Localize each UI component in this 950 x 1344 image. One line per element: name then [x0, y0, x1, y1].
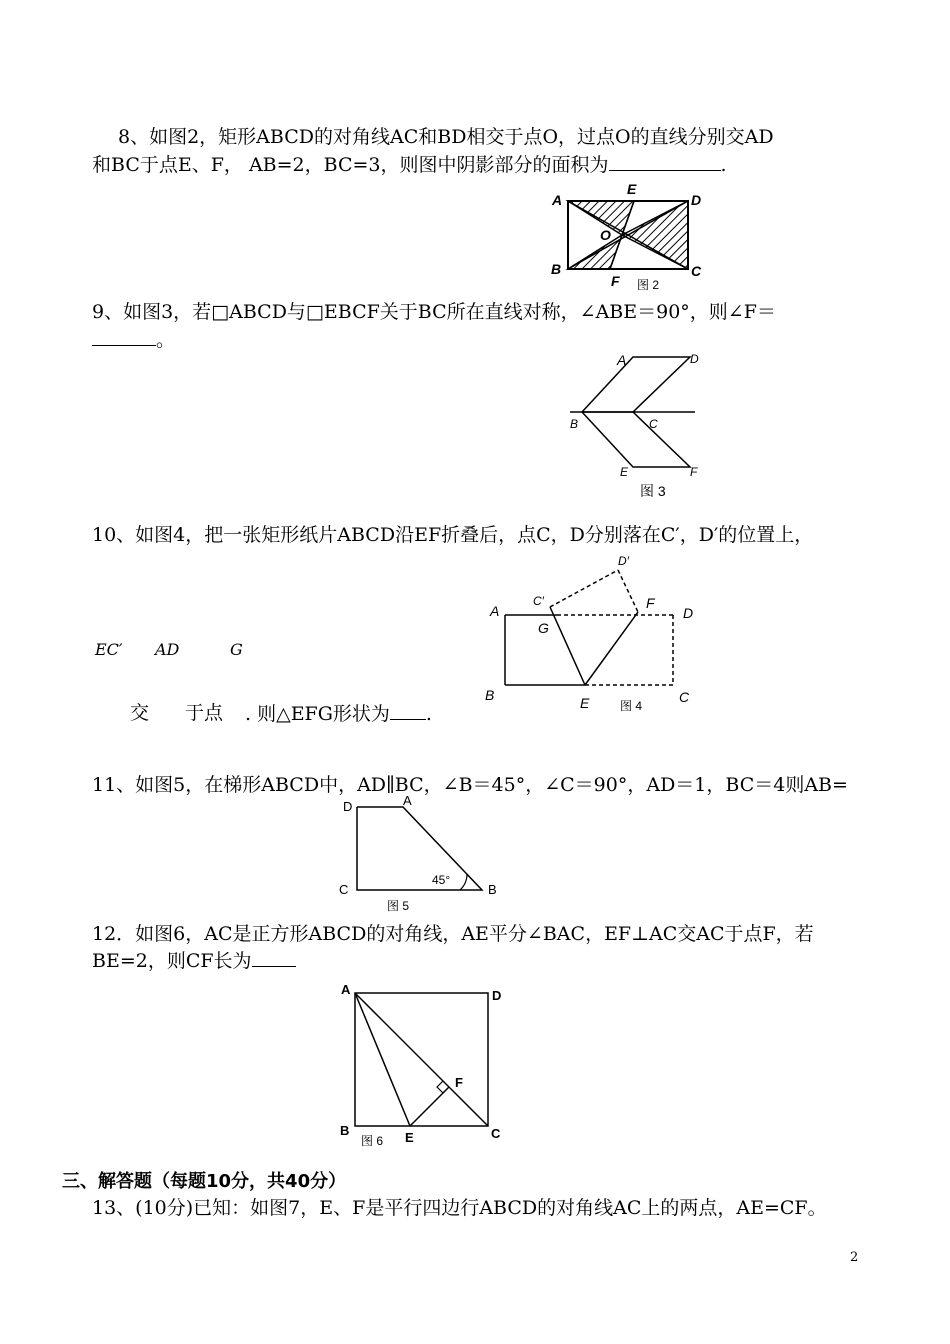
fig4-label-g: G [538, 620, 549, 636]
figure-5 [335, 795, 505, 915]
seg-ec-prime [550, 607, 585, 685]
fig2-label-b: B [551, 261, 562, 277]
q9-line1: 9、如图3，若□ABCD与□EBCF关于BC所在直线对称，∠ABE＝90°，则∠F＝ [92, 301, 776, 323]
fig3-label-c: C [649, 417, 658, 431]
fig3-label-d: D [690, 352, 699, 366]
fig2-label-c: C [691, 263, 702, 279]
q10-line3-a: 交 [130, 702, 150, 724]
trapezoid-abcd [357, 807, 482, 890]
q12-answer-blank [252, 948, 296, 967]
fig6-label-f: F [455, 1075, 463, 1090]
seg-dprime-f [618, 570, 638, 612]
q12-line1: 12．如图6，AC是正方形ABCD的对角线，AE平分∠BAC，EF⊥AC交AC于点F，若 [92, 923, 814, 945]
fig4-label-a: A [490, 603, 500, 619]
shade-doc [622, 201, 688, 269]
fig4-label-b: B [485, 687, 495, 703]
q10-answer-blank [390, 701, 426, 720]
fig2-label-o: O [600, 227, 611, 243]
q10-line3-c [245, 701, 432, 726]
right-angle-mark [437, 1081, 443, 1093]
q12-line2-text: BE=2，则CF长为 [92, 950, 252, 972]
fig3-caption: 图 3 [640, 483, 666, 499]
figure-4 [480, 550, 705, 720]
q11-line1: 11、如图5，在梯形ABCD中，AD∥BC，∠B＝45°，∠C＝90°，AD＝1，BC＝4则AB= [92, 774, 848, 796]
fig6-label-b: B [340, 1123, 350, 1138]
q13-line1: 13、(10分)已知：如图7，E、F是平行四边行ABCD的对角线AC上的两点，AE=CF。 [92, 1197, 827, 1219]
q8-line2-text: 和BC于点E、F， AB=2，BC=3，则图中阴影部分的面积为 [92, 154, 609, 176]
fig3-label-a: A [617, 352, 627, 368]
fig2-label-a: A [552, 192, 563, 208]
fig5-label-d: D [343, 799, 353, 814]
fig4-label-d: D [683, 605, 694, 621]
q10-float-ad: AD [155, 640, 180, 659]
fig5-label-c: C [339, 882, 349, 897]
diagonal-ac [355, 993, 488, 1126]
fig6-caption: 图 6 [361, 1134, 384, 1148]
fig5-label-b: B [488, 882, 497, 897]
fig6-label-c: C [491, 1126, 501, 1141]
angle-b-arc [460, 874, 467, 890]
q8-line2-end: . [720, 154, 727, 176]
seg-ef [585, 612, 638, 685]
q10-line3-c-text: . 则△EFG形状为 [245, 703, 390, 725]
figure-3 [560, 345, 710, 505]
fig3-label-f: F [690, 465, 698, 479]
parallelogram-abcd [582, 357, 690, 412]
q8-line1: 8、如图2，矩形ABCD的对角线AC和BD相交于点O，过点O的直线分别交AD [118, 126, 774, 148]
fig5-angle-label: 45° [432, 873, 451, 887]
q10-float-ec: EC′ [95, 640, 123, 659]
bisector-ae [355, 993, 410, 1126]
fig3-label-b: B [570, 417, 579, 431]
fig4-label-c: C [679, 689, 690, 705]
q12-line2 [92, 948, 296, 973]
q10-line3-b: 于点 [185, 702, 224, 724]
fig4-label-cprime: C′ [533, 594, 544, 608]
fig2-label-f: F [611, 273, 620, 289]
parallelogram-ebcf [582, 412, 690, 467]
section3-heading: 三、解答题（每题10分，共40分） [62, 1171, 347, 1192]
fig2-label-d: D [691, 192, 702, 208]
q10-float-g: G [230, 640, 243, 659]
q10-line1: 10、如图4，把一张矩形纸片ABCD沿EF折叠后，点C，D分别落在C′，D′的位置上， [92, 524, 814, 546]
fig2-caption: 图 2 [637, 278, 660, 292]
fig2-label-e: E [627, 181, 637, 197]
fig5-caption: 图 5 [387, 899, 410, 913]
fig4-label-dprime: D′ [618, 554, 629, 568]
fig5-label-a: A [403, 793, 412, 808]
seg-cprime-dprime [550, 570, 618, 607]
fig6-label-e: E [405, 1130, 414, 1145]
fig6-label-d: D [492, 988, 502, 1003]
figure-2 [545, 178, 715, 293]
fig4-label-f: F [646, 595, 655, 611]
fig6-label-a: A [341, 982, 351, 997]
q9-line2 [92, 327, 175, 352]
fig4-label-e: E [580, 695, 590, 711]
q8-line2 [92, 152, 727, 177]
q9-line2-end: 。 [156, 329, 176, 351]
figure-6 [335, 980, 515, 1150]
q8-answer-blank [609, 152, 721, 171]
fig3-label-e: E [620, 465, 629, 479]
q9-answer-blank [92, 327, 156, 346]
fig4-caption: 图 4 [620, 699, 643, 713]
q10-line3-end: . [425, 703, 432, 725]
page-number: 2 [850, 1250, 859, 1265]
